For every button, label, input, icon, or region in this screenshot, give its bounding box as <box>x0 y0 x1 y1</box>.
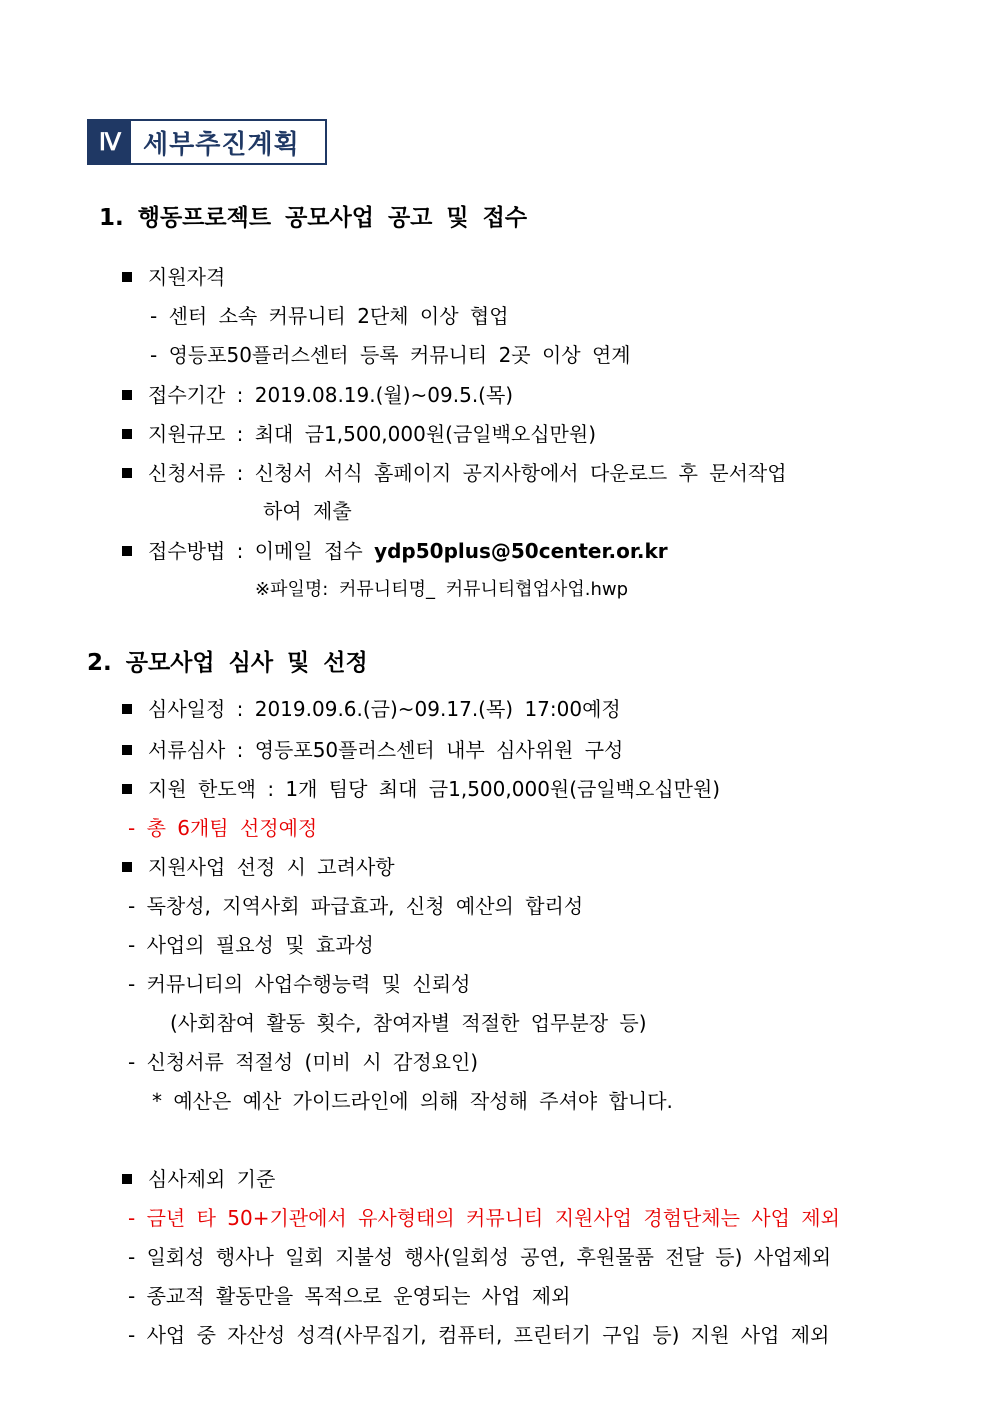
exclusion-label: 심사제외 기준 <box>148 1167 276 1191</box>
square-bullet-icon <box>122 862 132 872</box>
section-2-heading: 2. 공모사업 심사 및 선정 <box>87 650 368 676</box>
period-text: 접수기간 : 2019.08.19.(월)~09.5.(목) <box>148 383 514 407</box>
criteria-sub-1: - 독창성, 지역사회 파급효과, 신청 예산의 합리성 <box>128 894 584 918</box>
criteria-item <box>122 854 395 880</box>
schedule-text: 심사일정 : 2019.09.6.(금)~09.17.(목) 17:00예정 <box>148 697 621 721</box>
budget-note: * 예산은 예산 가이드라인에 의해 작성해 주셔야 합니다. <box>152 1089 673 1113</box>
exclusion-sub-1: - 일회성 행사나 일회 지불성 행사(일회성 공연, 후원물품 전달 등) 사업제외 <box>128 1245 832 1269</box>
chapter-number: Ⅳ <box>89 121 131 163</box>
teams-note: - 총 6개팀 선정예정 <box>128 816 318 840</box>
square-bullet-icon <box>122 704 132 714</box>
limit-item <box>122 776 720 802</box>
criteria-sub-4: - 신청서류 적절성 (미비 시 감정요인) <box>128 1050 479 1074</box>
square-bullet-icon <box>122 468 132 478</box>
criteria-sub-3: - 커뮤니티의 사업수행능력 및 신뢰성 <box>128 972 471 996</box>
schedule-item <box>122 696 621 722</box>
criteria-sub-2: - 사업의 필요성 및 효과성 <box>128 933 374 957</box>
eligibility-label: 지원자격 <box>148 265 226 289</box>
review-text: 서류심사 : 영등포50플러스센터 내부 심사위원 구성 <box>148 738 624 762</box>
exclusion-item <box>122 1166 275 1192</box>
section-1-heading: 1. 행동프로젝트 공모사업 공고 및 접수 <box>99 205 528 231</box>
square-bullet-icon <box>122 390 132 400</box>
limit-text: 지원 한도액 : 1개 팀당 최대 금1,500,000원(금일백오십만원) <box>148 777 721 801</box>
criteria-label: 지원사업 선정 시 고려사항 <box>148 855 395 879</box>
eligibility-sub-1: - 센터 소속 커뮤니티 2단체 이상 협업 <box>150 304 509 328</box>
eligibility-item <box>122 264 225 290</box>
eligibility-sub-2: - 영등포50플러스센터 등록 커뮤니티 2곳 이상 연계 <box>150 343 631 367</box>
scale-item <box>122 421 596 447</box>
chapter-title: 세부추진계획 <box>143 129 300 160</box>
period-item <box>122 382 513 408</box>
docs-item <box>122 460 787 486</box>
square-bullet-icon <box>122 272 132 282</box>
docs-text: 신청서류 : 신청서 서식 홈페이지 공지사항에서 다운로드 후 문서작업 <box>148 461 787 485</box>
review-item <box>122 737 623 763</box>
square-bullet-icon <box>122 784 132 794</box>
exclusion-sub-red: - 금년 타 50+기관에서 유사형태의 커뮤니티 지원사업 경험단체는 사업 제외 <box>128 1206 840 1230</box>
exclusion-sub-3: - 사업 중 자산성 성격(사무집기, 컴퓨터, 프린터기 구입 등) 지원 사업 제외 <box>128 1323 830 1347</box>
docs-text-cont: 하여 제출 <box>263 499 352 523</box>
square-bullet-icon <box>122 429 132 439</box>
exclusion-sub-2: - 종교적 활동만을 목적으로 운영되는 사업 제외 <box>128 1284 571 1308</box>
method-item <box>122 538 668 564</box>
square-bullet-icon <box>122 546 132 556</box>
chapter-header <box>87 119 327 165</box>
email-address: ydp50plus@50center.or.kr <box>374 539 668 563</box>
filename-note: ※파일명: 커뮤니티명_ 커뮤니티협업사업.hwp <box>255 579 629 600</box>
method-label: 접수방법 : 이메일 접수 <box>148 539 375 563</box>
scale-text: 지원규모 : 최대 금1,500,000원(금일백오십만원) <box>148 422 597 446</box>
criteria-sub-3-detail: (사회참여 활동 횟수, 참여자별 적절한 업무분장 등) <box>170 1011 647 1035</box>
square-bullet-icon <box>122 1174 132 1184</box>
square-bullet-icon <box>122 745 132 755</box>
